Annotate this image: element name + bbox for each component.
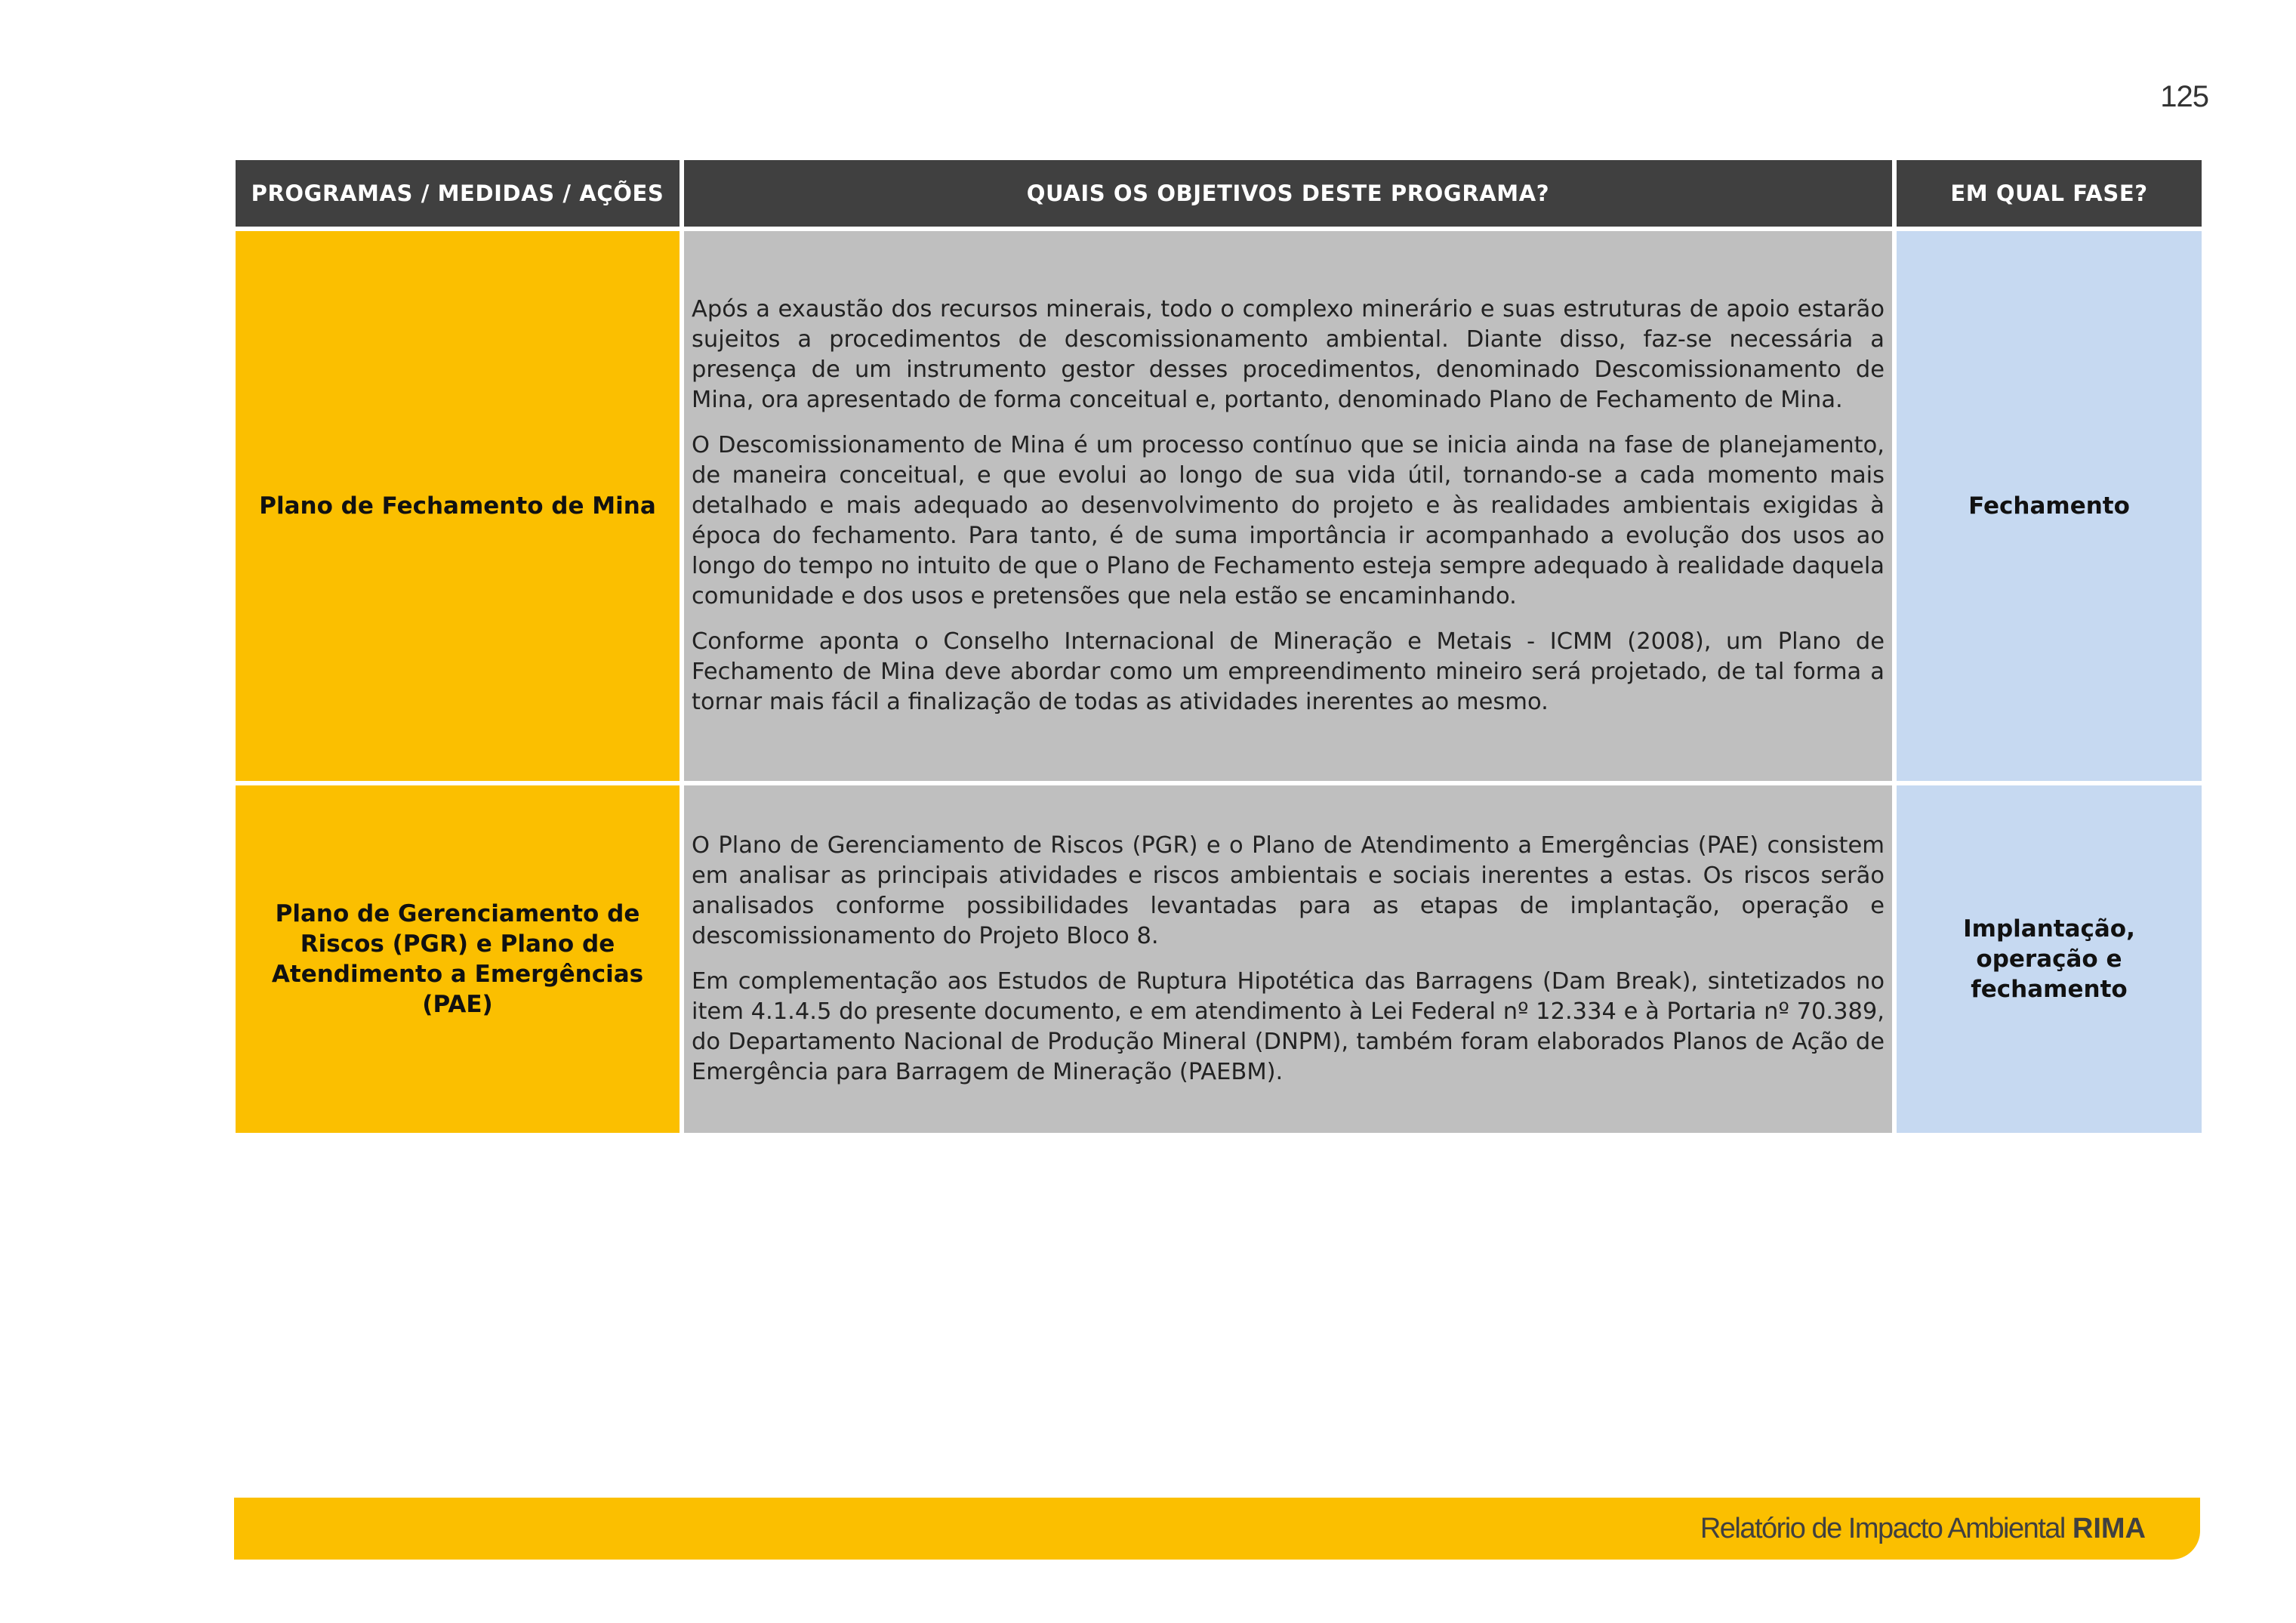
phase-cell-mine-closure: Fechamento	[1897, 231, 2202, 781]
header-phase: EM QUAL FASE?	[1897, 160, 2202, 227]
footer-rima-badge: RIMA	[2072, 1513, 2146, 1544]
footer-title: Relatório de Impacto Ambiental	[1700, 1513, 2065, 1544]
page-number: 125	[2160, 80, 2208, 113]
footer-band	[234, 1498, 2200, 1560]
header-programs: PROGRAMAS / MEDIDAS / AÇÕES	[236, 160, 680, 227]
objective-paragraph: O Descomissionamento de Mina é um processo contínuo que se inicia ainda na fase de planejamento, de maneira conceitual, e que evolui ao longo de sua vida útil, tornando-se a cada momento mais detalhado e mais adequado ao desenvolvimento do projeto e às realidades ambientais exigidas à época do fechamento. Para tanto, é de suma importância ir acompanhado a evolução dos usos ao longo do tempo no intuito de que o Plano de Fechamento esteja sempre adequado à realidade daquela comunidade e dos usos e pretensões que nela estão se encaminhando.	[692, 432, 1885, 609]
programs-table	[236, 160, 2202, 1133]
header-objectives: QUAIS OS OBJETIVOS DESTE PROGRAMA?	[684, 160, 1892, 227]
objectives-cell-mine-closure	[684, 231, 1892, 781]
program-cell-mine-closure: Plano de Fechamento de Mina	[236, 231, 680, 781]
objective-paragraph: Conforme aponta o Conselho Internacional de Mineração e Metais - ICMM (2008), um Plano de Fechamento de Mina deve abordar como um empreendimento mineiro será projetado, de tal forma a tornar mais fácil a finalização de todas as atividades inerentes ao mesmo.	[692, 628, 1885, 715]
footer-report-title	[1700, 1513, 2146, 1545]
objectives-cell-risk-management	[684, 785, 1892, 1133]
program-cell-risk-management: Plano de Gerenciamento de Riscos (PGR) e Plano de Atendimento a Emergências (PAE)	[236, 785, 680, 1133]
objective-paragraph: Em complementação aos Estudos de Ruptura Hipotética das Barragens (Dam Break), sintetizados no item 4.1.4.5 do presente documento, e em atendimento à Lei Federal nº 12.334 e à Portaria nº 70.389, do Departamento Nacional de Produção Mineral (DNPM), também foram elaborados Planos de Ação de Emergência para Barragem de Mineração (PAEBM).	[692, 968, 1885, 1085]
objective-paragraph: O Plano de Gerenciamento de Riscos (PGR) e o Plano de Atendimento a Emergências (PAE) consistem em analisar as principais atividades e riscos ambientais e sociais inerentes a estas. Os riscos serão analisados conforme possibilidades levantadas para as etapas de implantação, operação e descomissionamento do Projeto Bloco 8.	[692, 832, 1885, 949]
phase-cell-risk-management: Implantação, operação e fechamento	[1897, 785, 2202, 1133]
objective-paragraph: Após a exaustão dos recursos minerais, todo o complexo minerário e suas estruturas de apoio estarão sujeitos a procedimentos de descomissionamento ambiental. Diante disso, faz-se necessária a presença de um instrumento gestor desses procedimentos, denominado Descomissionamento de Mina, ora apresentado de forma conceitual e, portanto, denominado Plano de Fechamento de Mina.	[692, 296, 1885, 413]
